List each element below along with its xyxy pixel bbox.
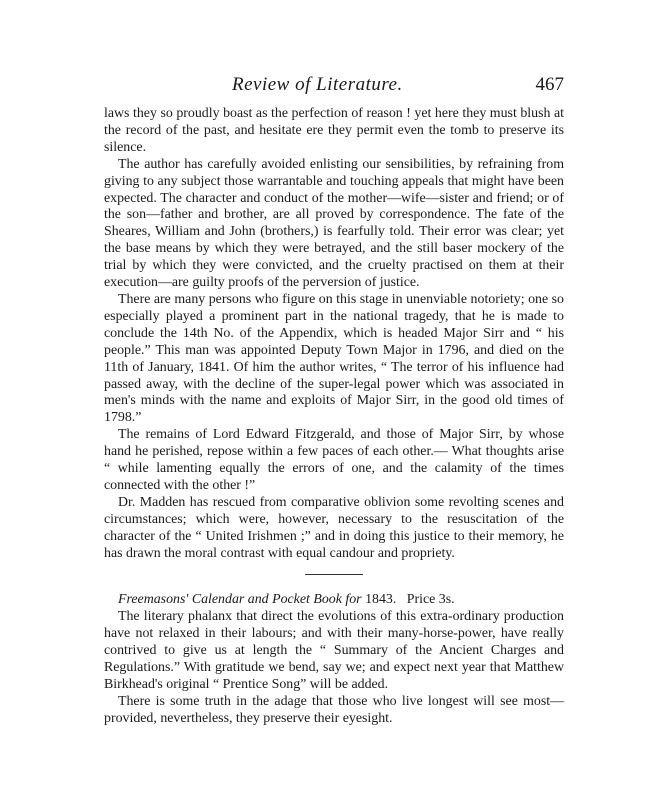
review-paragraph-phalanx: The literary phalanx that direct the evolutions of this extra-ordinary production have not relaxed in their labours; and with their many-horse-power, have really contrived to give us at length the “ Summary of the Ancient Charges and Regulations.” With gratitude we bend, say we; and expect next year that Matthew Birkhead's original “ Prentice Song” will be added. (104, 609, 564, 692)
book-page (104, 74, 564, 728)
paragraph-author-approach: The author has carefully avoided enlisting our sensibilities, by refraining from giving to any subject those warrantable and touching appeals that might have been expected. The character and conduct of the mother—wife—sister and friend; or of the son—father and brother, are all proved by correspondence. The fate of the Sheares, William and John (brothers,) is fearfully told. Their error was clear; yet the base means by which they were betrayed, and the still baser mockery of the trial by which they were convicted, and the cruelty practised on them at their execution—are guilty proofs of the perversion of justice. (104, 156, 564, 291)
running-title: Review of Literature. (232, 74, 403, 95)
review-price: Price 3s. (406, 592, 455, 608)
page-number: 467 (535, 74, 564, 95)
paragraph-madden: Dr. Madden has rescued from comparative oblivion some revolting scenes and circumstances; which were, however, necessary to the resuscitation of the character of the “ United Irishmen ;” and in doing this justice to their memory, he has drawn the moral contrast with equal candour and propriety. (104, 494, 564, 561)
article-body (104, 106, 564, 562)
section-divider (305, 574, 363, 575)
paragraph-continuation: laws they so proudly boast as the perfection of reason ! yet here they must blush at the record of the past, and hesitate ere they permit even the tomb to preserve its silence. (104, 106, 564, 155)
review-title: Freemasons' Calendar and Pocket Book for (118, 592, 362, 608)
review-year: 1843. (365, 592, 397, 608)
review-paragraph-adage: There is some truth in the adage that those who live longest will see most—provided, nevertheless, they preserve their eyesight. (104, 693, 564, 726)
paragraph-major-sirr: There are many persons who figure on this stage in unenviable notoriety; one so especially played a prominent part in the national tragedy, that he is made to conclude the 14th No. of the Appendix, which is headed Major Sirr and “ his people.” This man was appointed Deputy Town Major in 1796, and died on the 11th of January, 1841. Of him the author writes, “ The terror of his influence had passed away, with the decline of the super-legal power which was associated in men's minds with the name and exploits of Major Sirr, in the good old times of 1798.” (104, 291, 564, 426)
review-section (104, 592, 564, 727)
paragraph-fitzgerald: The remains of Lord Edward Fitzgerald, and those of Major Sirr, by whose hand he perished, repose within a few paces of each other.— What thoughts arise “ while lamenting equally the errors of one, and the calamity of the times connected with the other !” (104, 427, 564, 493)
page-header (104, 74, 564, 104)
review-heading (104, 592, 564, 609)
